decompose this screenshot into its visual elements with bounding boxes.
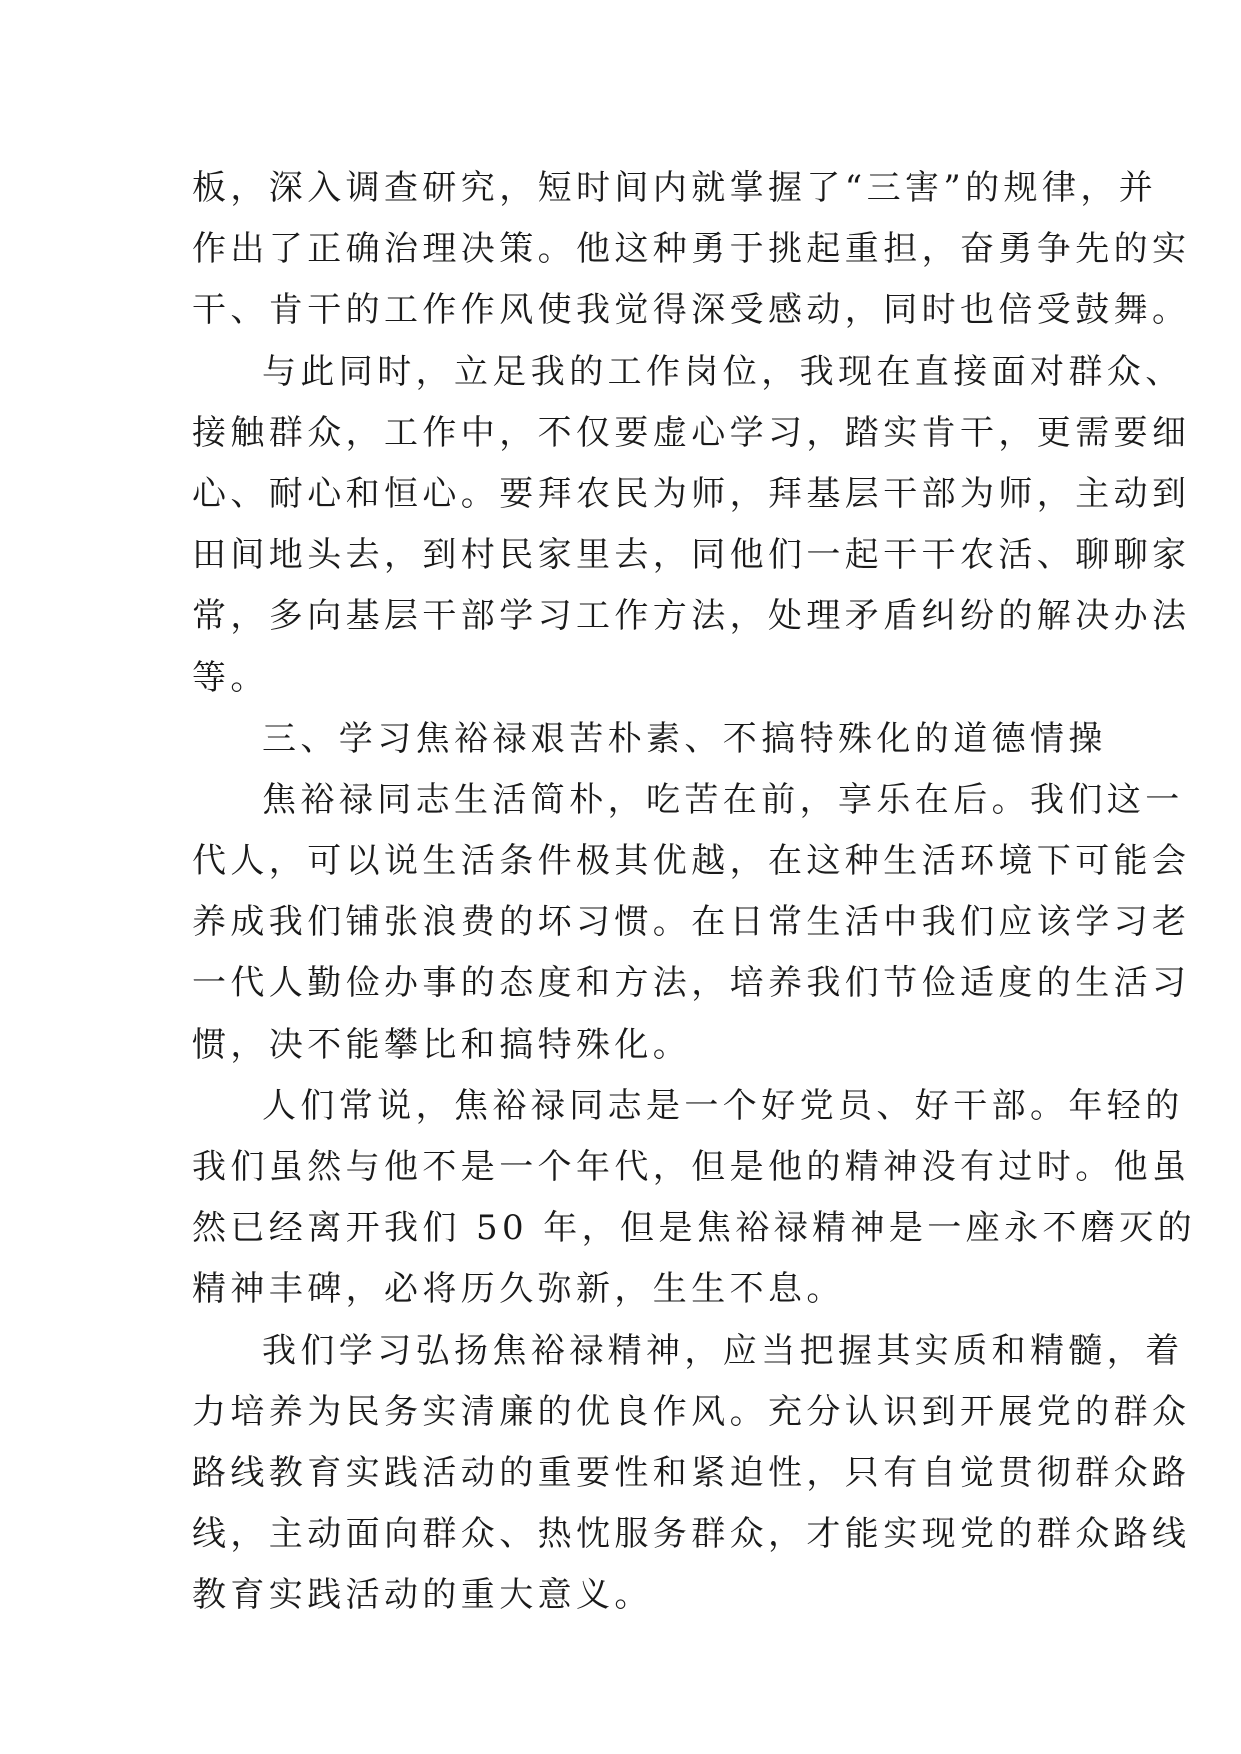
text-line: 一代人勤俭办事的态度和方法，培养我们节俭适度的生活习 (192, 963, 1191, 1004)
paragraph-start-line: 与此同时，立足我的工作岗位，我现在直接面对群众、 (262, 351, 1184, 392)
text-line: 等。 (192, 657, 269, 698)
paragraph-start-line: 焦裕禄同志生活简朴，吃苦在前，享乐在后。我们这一 (262, 779, 1184, 820)
text-line: 力培养为民务实清廉的优良作风。充分认识到开展党的群众 (192, 1391, 1191, 1432)
text-line: 作出了正确治理决策。他这种勇于挑起重担，奋勇争先的实 (192, 229, 1191, 270)
text-line: 田间地头去，到村民家里去，同他们一起干干农活、聊聊家 (192, 535, 1191, 576)
text-line: 常，多向基层干部学习工作方法，处理矛盾纠纷的解决办法 (192, 596, 1191, 637)
text-line: 板，深入调查研究，短时间内就掌握了“三害”的规律，并 (192, 168, 1158, 208)
section-heading: 三、学习焦裕禄艰苦朴素、不搞特殊化的道德情操 (262, 718, 1107, 759)
paragraph-start-line: 人们常说，焦裕禄同志是一个好党员、好干部。年轻的 (262, 1085, 1184, 1126)
text-line: 教育实践活动的重大意义。 (192, 1575, 653, 1616)
text-line: 干、肯干的工作作风使我觉得深受感动，同时也倍受鼓舞。 (192, 290, 1191, 331)
text-line: 然已经离开我们 50 年，但是焦裕禄精神是一座永不磨灭的 (192, 1208, 1197, 1249)
text-line: 心、耐心和恒心。要拜农民为师，拜基层干部为师，主动到 (192, 473, 1191, 514)
text-line: 养成我们铺张浪费的坏习惯。在日常生活中我们应该学习老 (192, 902, 1191, 943)
text-line: 代人，可以说生活条件极其优越，在这种生活环境下可能会 (192, 841, 1191, 882)
text-line: 我们虽然与他不是一个年代，但是他的精神没有过时。他虽 (192, 1147, 1191, 1187)
text-line: 接触群众，工作中，不仅要虚心学习，踏实肯干，更需要细 (192, 412, 1191, 453)
paragraph-start-line: 我们学习弘扬焦裕禄精神，应当把握其实质和精髓，着 (262, 1330, 1184, 1371)
body-text (192, 158, 1197, 1627)
text-line: 路线教育实践活动的重要性和紧迫性，只有自觉贯彻群众路 (192, 1452, 1191, 1493)
text-line: 精神丰碑，必将历久弥新，生生不息。 (192, 1269, 845, 1310)
text-line: 惯，决不能攀比和搞特殊化。 (192, 1024, 692, 1065)
text-line: 线，主动面向群众、热忱服务群众，才能实现党的群众路线 (192, 1514, 1191, 1555)
